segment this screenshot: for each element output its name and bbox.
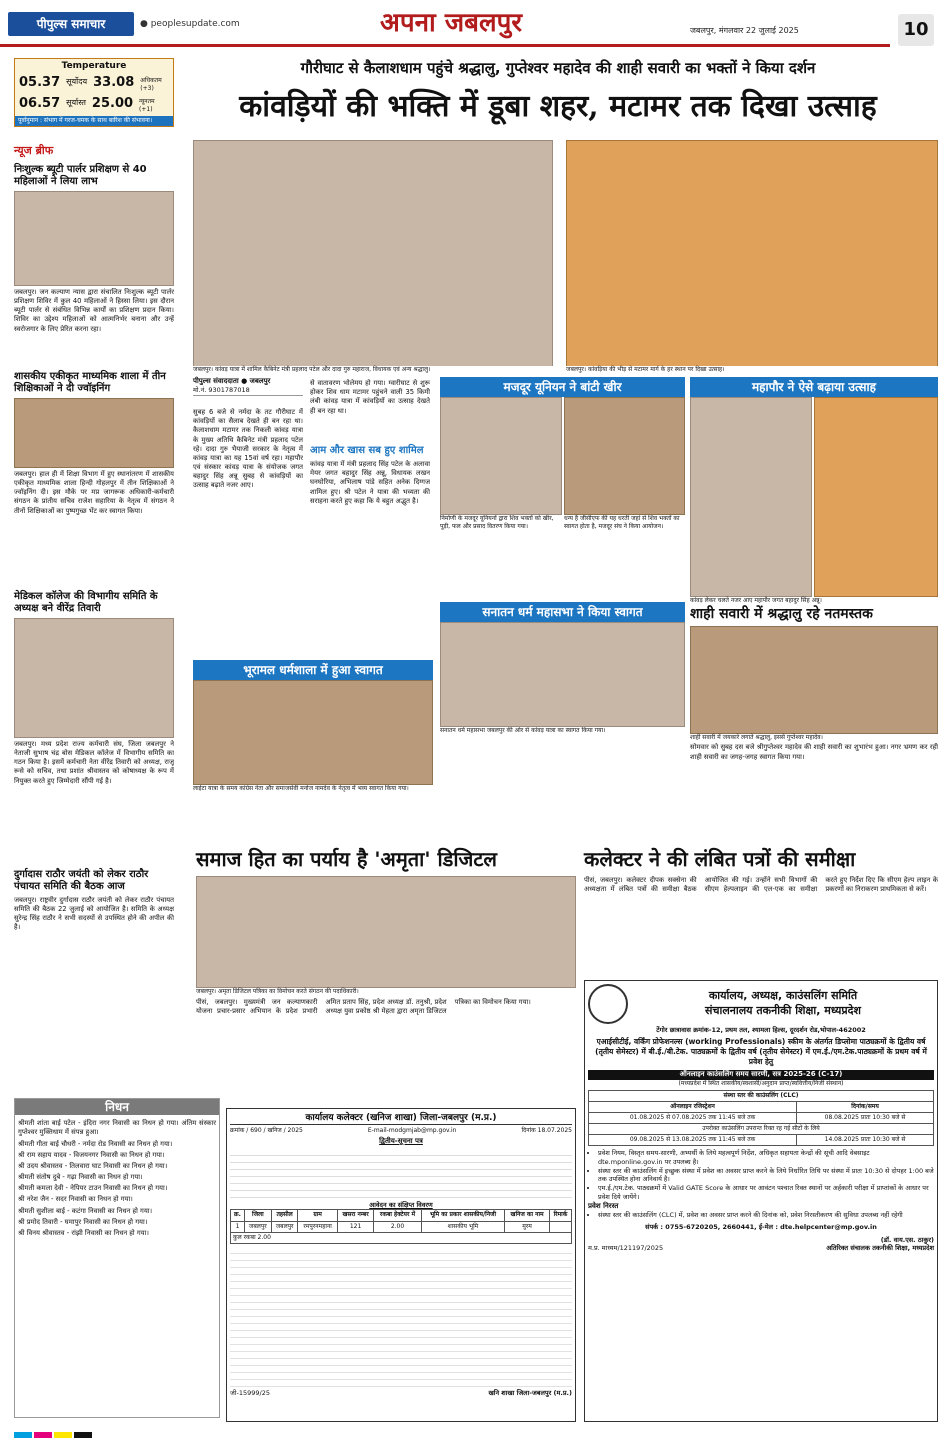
counsel-address: टेंगोर छात्रावास क्रमांक-12, प्रथम तल, श्यामला हिल्स, दूरदर्शन रोड,भोपाल-462002 <box>656 1026 866 1034</box>
counsel-signer: (डॉ. वाय.एस. ठाकुर) <box>880 1235 934 1244</box>
obituary-item: श्रीमती सुशीला बाई - कटंगा निवासी का निधन हो गया। <box>18 1206 153 1215</box>
news-brief-column <box>14 142 174 956</box>
notice-total: कुल रकबा 2.00 <box>231 1232 572 1243</box>
obituary-item: श्री राम सहाय यादव - विजयनगर निवासी का निधन हो गया। <box>18 1150 165 1159</box>
notice-table-title: आवेदन का संक्षिप्त विवरण <box>369 1200 433 1209</box>
counsel-c1: ऑनलाइन रजिस्ट्रेशन <box>589 1101 797 1112</box>
sanatan-caption: सनातन धर्म महासभा जबलपुर की ओर से कांवड़ यात्रा का स्वागत किया गया। <box>440 727 685 839</box>
brief-1-head: निःशुल्क ब्यूटी पार्लर प्रशिक्षण से 40 महिलाओं ने लिया लाभ <box>14 163 147 188</box>
counsel-r3a: 09.08.2025 से 13.08.2025 तक 11:45 बजे तक <box>589 1135 797 1146</box>
weather-title: Temperature <box>61 61 127 71</box>
page-number: 10 <box>898 14 934 46</box>
sunrise-time: 05.37 <box>19 75 61 91</box>
notice-cell <box>549 1221 571 1232</box>
sanatan-photo <box>440 622 685 727</box>
lead-body-3: कांवड़ यात्रा में मंत्री प्रहलाद सिंह पटेल के अलावा मेयर जगत बहादुर सिंह अन्नू, विधायक लखन घनघोरिया, अभिलाष पांडे सहित अनेक दिग्गज शामिल हुए। श्री पटेल ने यात्रा की भव्यता की सराहना करते हुए कहा कि ये बहुत अद्भुत है। <box>310 460 430 505</box>
union-photo-1 <box>440 397 562 515</box>
notice-date: दिनांक 18.07.2025 <box>521 1127 572 1135</box>
brief-1-photo <box>14 191 174 286</box>
notice-col: ग्राम <box>298 1210 337 1221</box>
sanatan-box <box>440 602 685 839</box>
brief-label: न्यूज ब्रीफ <box>14 144 54 157</box>
shahi-title: शाही सवारी में श्रद्धालु रहे नतमस्तक <box>690 606 873 622</box>
reporter-mobile: मो.नं. 9301787018 <box>193 386 303 396</box>
notice-cell: 121 <box>337 1221 374 1232</box>
counsel-r2: उपरोक्त काउंसलिंग उपरान्त रिक्त रह गई सीटों के लिये <box>589 1123 934 1134</box>
notice-title: कार्यालय कलेक्टर (खनिज शाखा) जिला-जबलपुर (म.प्र.) <box>230 1112 572 1125</box>
lead-headline: कांवड़ियों की भक्ति में डूबा शहर, मटामर तक दिखा उत्साह <box>239 89 877 124</box>
bhuramal-caption: लाईटा यात्रा के समय कांग्रेस नेता और समाजसेवी मनोज नामदेव के नेतृत्व में भव्य स्वागत किया गया। <box>193 785 433 831</box>
min-label: न्यूनतम (+1) <box>139 98 155 114</box>
counsel-r1b: 08.08.2025 प्रातः 10:30 बजे से <box>797 1112 934 1123</box>
union-photo-2 <box>564 397 685 515</box>
brief-2-photo <box>14 398 174 468</box>
counsel-b1: • प्रवेश नियम, विस्तृत समय-सारणी, अभ्यर्थी के लिये महत्वपूर्ण निर्देश, अधिकृत सहायता केन्द्रों की सूची आदि वेबसाइट dte.mponline.gov.in पर उपलब्ध है। <box>598 1149 934 1167</box>
notice-text-lines <box>230 1149 572 1199</box>
bhuramal-title: भूरामल धर्मशाला में हुआ स्वागत <box>193 660 433 680</box>
cyan-swatch <box>14 1432 32 1438</box>
mp-emblem <box>588 984 628 1024</box>
black-swatch <box>74 1432 92 1438</box>
max-temp: 33.08 <box>93 75 135 91</box>
notice-cell: 2.00 <box>374 1221 421 1232</box>
counsel-contact: संपर्क : 0755-6720205, 2660441, ई-मेल : dte.helpcenter@mp.gov.in <box>645 1222 877 1231</box>
collector-story <box>584 846 938 978</box>
amrita-caption: जबलपुर। अमृता डिजिटल पत्रिका का विमोचन करते संगठन की पदाधिकारी। <box>196 988 576 996</box>
sunset-label: सूर्यास्त <box>66 98 86 108</box>
counsel-note: (मध्यप्रदेश में स्थित शासकीय/स्वशासी/अनुदान प्राप्त/स्ववित्तीय/निजी संस्थान) <box>678 1079 844 1087</box>
obituary-item: श्रीमती गीता बाई चौधरी - नर्मदा रोड निवासी का निधन हो गया। <box>18 1139 173 1148</box>
mayor-title: महापौर ने ऐसे बढ़ाया उत्साह <box>690 377 938 397</box>
header-rule <box>0 44 890 47</box>
notice-email: E-mail-modgmjab@mp.gov.in <box>367 1127 457 1135</box>
notice-col: तहसील <box>271 1210 298 1221</box>
obituary-item: श्रीमती कमला देवी - नेपियर टाउन निवासी का निधन हो गया। <box>18 1184 168 1193</box>
shahi-caption: शाही सवारी में जयकारे लगाते श्रद्धालु, इससे गुप्तेश्वर महादेव। <box>690 734 938 742</box>
counsel-cancel: प्रवेश निरस्त <box>588 1201 619 1210</box>
notice-conditions <box>230 1247 572 1387</box>
notice-cell: जबलपुर <box>271 1221 298 1232</box>
brief-3-photo <box>14 618 174 738</box>
sunset-time: 06.57 <box>19 96 61 112</box>
lead-byline-block <box>193 377 303 396</box>
lead-subheadline: गौरीघाट से कैलाशधाम पहुंचे श्रद्धालु, गुप्तेश्वर महादेव की शाही सवारी का भक्तों ने किया दर्शन <box>300 59 816 77</box>
bhuramal-photo <box>193 680 433 785</box>
counsel-r3b: 14.08.2025 प्रातः 10:30 बजे से <box>797 1135 934 1146</box>
counsel-b4: • संस्था स्तर की काउंसलिंग (CLC) में, प्रवेश का अवसर प्राप्त करने की दिनांक को, प्रवेश निरस्तीकरण की सुविधा उपलब्ध नहीं रहेगी <box>598 1211 934 1220</box>
counsel-c2: दिनांक/समय <box>797 1101 934 1112</box>
obituary-item: श्रीमती शांता बाई पटेल - इंदिरा नगर निवासी का निधन हो गया। अंतिम संस्कार गुप्तेश्वर मुक्तिधाम में संपन्न हुआ। <box>18 1119 216 1137</box>
notice-cell: जबलपुर <box>244 1221 271 1232</box>
lead-subhead-3: आम और खास सब हुए शामिल <box>310 445 424 456</box>
obituary-item: श्री नरेश जैन - सदर निवासी का निधन हो गया। <box>18 1195 133 1204</box>
collector-headline: कलेक्टर ने की लंबित पत्रों की समीक्षा <box>584 847 856 871</box>
notice-sign: खनि शाखा जिला-जबलपुर (म.प्र.) <box>488 1388 572 1397</box>
counsel-head-1: कार्यालय, अध्यक्ष, काउंसलिंग समिति <box>708 989 858 1003</box>
sanatan-title: सनातन धर्म महासभा ने किया स्वागत <box>440 602 685 622</box>
shahi-photo <box>690 626 938 734</box>
notice-col: रकबा हेक्टेयर में <box>374 1210 421 1221</box>
mayor-photo-1 <box>690 397 812 597</box>
counsel-desc: एआईसीटीई, वर्किंग प्रोफेशनल्स (working Professionals) स्कीम के अंतर्गत डिप्लोमा पाठ्यक्रमों के द्वितीय वर्ष (तृतीय सेमेस्टर) में बी.ई./बी.टेक. पाठ्यक्रमों के द्वितीय वर्ष (तृतीय सेमेस्टर) में एम.ई./एम.टेक.पाठ्यक्रमों के प्रथम वर्ष में प्रवेश हेतु <box>595 1036 927 1067</box>
masthead-logo: पीपुल्स समाचार <box>8 12 134 36</box>
counsel-schedule: ऑनलाइन काउंसलिंग समय सारणी, सत्र 2025-26 (C-17) <box>588 1070 934 1079</box>
counsel-b2: • संस्था स्तर की काउंसलिंग में इच्छुक संस्था में प्रवेश का अवसर प्राप्त करने के लिये निर्धारित तिथि पर संस्था में प्रातः 10:30 से दोपहर 1:00 बजे तक उपस्थित होना अनिवार्य है। <box>598 1167 934 1185</box>
mining-notice <box>226 1108 576 1422</box>
lead-body-2: से वातावरण भोलेमय हो गया। ग्वारीघाट से शुरू होकर शिव धाम मटामर पहुंचने वाली 35 किमी लंबी कांवड़ यात्रा में कांवड़ियों का उत्साह देखते ही बन रहा था। <box>310 379 430 415</box>
mayor-box <box>690 377 938 605</box>
mayor-photo-2 <box>814 397 938 597</box>
yellow-swatch <box>54 1432 72 1438</box>
lead-photo-crowd <box>566 140 938 372</box>
obituary-item: श्री प्रमोद तिवारी - घमापुर निवासी का निधन हो गया। <box>18 1217 148 1226</box>
brief-3-body: जबलपुर। मध्य प्रदेश राज्य कर्मचारी संघ, जिला जबलपुर ने नेताजी सुभाष चंद्र बोस मेडिकल कॉलेज में विभागीय समिति का गठन किया है। इसमें कर्मचारी नेता वीरेंद्र तिवारी को अध्यक्ष, राजू रूसे को सचिव, तथा प्रशांत श्रीवास्तव को कोषाध्यक्ष के रूप में नियुक्त करते हुए जिम्मेदारी सौंपी गई है। <box>14 739 174 785</box>
counsel-r1a: 01.08.2025 से 07.08.2025 तक 11:45 बजे तक <box>589 1112 797 1123</box>
counsel-b3: • एम.ई./एम.टेक. पाठ्यक्रमों में Valid GATE Score के आधार पर आवंटन पश्चात रिक्त स्थानों पर अर्हकारी परीक्षा में प्राप्तांकों के आधार पर प्रवेश दिये जायेंगे। <box>598 1184 934 1202</box>
min-temp: 25.00 <box>91 96 134 112</box>
counsel-level: संस्था स्तर की काउंसलिंग (CLC) <box>589 1090 934 1101</box>
union-title: मजदूर यूनियन ने बांटी खीर <box>440 377 685 397</box>
page-header <box>0 0 945 56</box>
notice-cell: रमपुरनमहाना <box>298 1221 337 1232</box>
counselling-ad <box>584 980 938 1422</box>
weather-box <box>14 58 174 127</box>
shahi-body: सोमवार को सुबह दस बजे श्रीगुप्तेश्वर महादेव की शाही सवारी का शुभारंभ हुआ। नगर भ्रमण कर रही शाही सवारी का जगह-जगह स्वागत किया गया। <box>690 743 938 761</box>
notice-sub: द्वितीय-सूचना पत्र <box>379 1137 423 1146</box>
counsel-ro: म.प्र. माध्यम/121197/2025 <box>588 1244 664 1253</box>
obituary-item: श्रीमती संतोष दुबे - गढ़ा निवासी का निधन हो गया। <box>18 1173 143 1182</box>
counsel-table <box>588 1090 934 1146</box>
counsel-signer-2: अतिरिक्त संचालक तकनीकी शिक्षा, मध्यप्रदेश <box>826 1244 934 1253</box>
magenta-swatch <box>34 1432 52 1438</box>
notice-col: खनिज का नाम <box>505 1210 550 1221</box>
brief-3-head: मेडिकल कॉलेज की विभागीय समिति के अध्यक्ष बने वीरेंद्र तिवारी <box>14 590 158 615</box>
amrita-headline: समाज हित का पर्याय है 'अमृता' डिजिटल <box>196 847 497 871</box>
notice-col: क्र. <box>231 1210 245 1221</box>
notice-jino: जी-15999/25 <box>230 1388 270 1397</box>
notice-table <box>230 1209 572 1243</box>
notice-cell: शासकीय भूमि <box>421 1221 505 1232</box>
brief-4-body: जबलपुर। राष्ट्रवीर दुर्गादास राठौर जयंती को लेकर राठौर पंचायत समिति की बैठक 22 जुलाई को आयोजित है। समिति के अध्यक्ष सुरेन्द्र सिंह राठौर ने सभी सदस्यों से उपस्थित होने की अपील की है। <box>14 895 174 932</box>
notice-ref: क्रमांक / 690 / खनिज / 2025 <box>230 1127 303 1135</box>
forecast: पूर्वानुमान : संभाग में गरज-चमक के साथ बारिश की संभावना। <box>15 116 173 126</box>
edition-title: अपना जबलपुर <box>380 8 523 38</box>
shahi-box <box>690 605 938 833</box>
brief-2-head: शासकीय एकीकृत माध्यमिक शाला में तीन शिक्षिकाओं ने दी ज्वॉइनिंग <box>14 370 166 395</box>
brief-4-head: दुर्गादास राठौर जयंती को लेकर राठौर पंचायत समिति की बैठक आज <box>14 868 149 893</box>
notice-col: भूमि का प्रकार शासकीय/निजी <box>421 1210 505 1221</box>
lead-caption-2: जबलपुर। कांवड़िया की भीड़ से मटामर मार्ग के हर स्थान पर दिखा उत्साह। <box>566 366 938 374</box>
collector-body: पीसं, जबलपुर। कलेक्टर दीपक सक्सेना की अध्यक्षता में लंबित पत्रों की समीक्षा बैठक आयोजित की गई। उन्होंने सभी विभागों की सीएम हेल्पलाइन की एल-एक का समीक्षा करते हुए निर्देश दिए कि सीएम हेल्प लाइन के प्रकरणों का निराकरण प्राथमिकता से करें। <box>584 876 938 894</box>
notice-cell: मुरम <box>505 1221 550 1232</box>
union-box <box>440 377 685 597</box>
color-registration-strip <box>14 1432 934 1440</box>
brief-2-body: जबलपुर। हाल ही में शिक्षा विभाग में हुए स्थानांतरण में शासकीय एकीकृत माध्यमिक शाला हिन्दी गोहलपुर में तीन शिक्षिकाओं ने ज्वॉइनिंग दी। इस मौके पर मप्र जागरूक अधिकारी-कर्मचारी संगठन के प्रांतीय सचिव राजेश सहारिया के नेतृत्व में संगठन ने तीनों शिक्षिकाओं का पुष्पगुच्छ भेंट कर स्वागत किया। <box>14 469 174 515</box>
amrita-photo <box>196 876 576 988</box>
lead-body-1: सुबह 6 बजे से नर्मदा के तट गौरीघाट में कांवड़ियों का सैलाब देखते ही बन रहा था। कैलाशधाम मटामर तक निकली कांवड़ यात्रा के मुख्य अतिथि कैबिनेट मंत्री प्रहलाद पटेल रहे। दादा गुरु भैयाजी सरकार के नेतृत्व में कांवड़ यात्रा का यह 15वां वर्ष रहा। महापौर एवं संस्कार कांवड़ यात्रा के संयोजक जगत बहादुर सिंह अन्नू सुबह से कांवड़ियों का उत्साह बढ़ाते नजर आए। <box>193 408 303 490</box>
notice-col: रिमार्क <box>549 1210 571 1221</box>
counsel-head-2: संचालनालय तकनीकी शिक्षा, मध्यप्रदेश <box>705 1004 861 1017</box>
lead-photo-procession <box>193 140 553 372</box>
notice-cell: 1 <box>231 1221 245 1232</box>
amrita-body: पीसं, जबलपुर। मुख्यमंत्री जन कल्याणकारी योजना प्रचार-प्रसार अभियान के प्रदेश प्रभारी अमित प्रताप सिंह, प्रदेश अध्यक्ष डॉ. तनुश्री, प्रदेश अध्यक्ष युवा प्रकोष्ठ श्री मेहता द्वारा अमृता डिजिटल पत्रिका का विमोचन किया गया। <box>196 997 531 1015</box>
obituary-box <box>14 1098 220 1418</box>
union-caption-1: निर्माणी के मजदूर यूनियनों द्वारा शिव भक्तों को खीर, पूड़ी, फल और प्रसाद वितरण किया गया। <box>440 515 560 597</box>
byline: पीपुल्स संवाददाता ● जबलपुर <box>193 377 271 385</box>
obituary-item: श्री विनय श्रीवास्तव - रांझी निवासी का निधन हो गया। <box>18 1228 149 1237</box>
lead-caption-1: जबलपुर। कांवड़ यात्रा में शामिल कैबिनेट मंत्री प्रहलाद पटेल और दादा गुरु महाराज, विधायक एवं अन्य श्रद्धालु। <box>193 366 553 374</box>
sunrise-label: सूर्योदय <box>66 77 88 87</box>
bhuramal-box <box>193 660 433 831</box>
dateline: जबलपुर, मंगलवार 22 जुलाई 2025 <box>690 26 799 35</box>
obituary-item: श्री उदय श्रीवास्तव - तिलवारा घाट निवासी का निधन हो गया। <box>18 1161 168 1170</box>
notice-col: जिला <box>244 1210 271 1221</box>
mayor-caption: कांवड़ लेकर चलते नजर आए महापौर जगत बहादुर सिंह अन्नू। <box>690 597 938 605</box>
max-label: अधिकतम (+3) <box>140 77 162 93</box>
notice-col: खसरा नम्बर <box>337 1210 374 1221</box>
website-url: ● peoplesupdate.com <box>140 19 240 29</box>
brief-1-body: जबलपुर। जन कल्याण न्यास द्वारा संचालित निःशुल्क ब्यूटी पार्लर प्रशिक्षण शिविर में कुल 40 महिलाओं ने हिस्सा लिया। इस दौरान ब्यूटी पार्लर से संबंधित विभिन्न कार्यों का प्रशिक्षण प्रदान किया। शिविर का उद्देश्य महिलाओं को आत्मनिर्भर बनाना और उन्हें स्वरोजगार के लिए प्रेरित करना रहा। <box>14 287 174 333</box>
obituary-title: निधन <box>15 1099 219 1115</box>
amrita-story <box>196 846 576 1104</box>
union-caption-2: धन्य है जीसीएफ की यह धरती जहां से शिव भक्तों का स्वागत होता है, मजदूर संघ ने किया आयोजन। <box>564 515 684 597</box>
